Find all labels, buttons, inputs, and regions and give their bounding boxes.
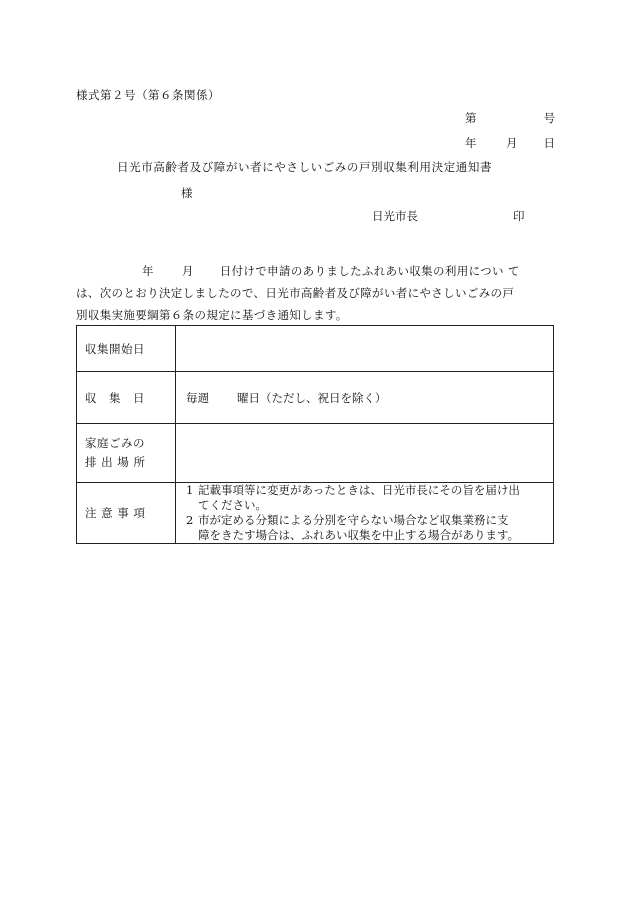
body-line-1: [76, 260, 556, 282]
start-date-value: [176, 326, 554, 372]
table-row: [77, 326, 554, 372]
note-line: 記載事項等に変更があったときは、日光市長にその旨を届け出: [198, 483, 520, 497]
document-number-suffix: 号: [543, 111, 555, 125]
body-line-2: は、次のとおり決定しましたので、日光市高齢者及び障がい者にやさしいごみの戸: [76, 286, 515, 300]
location-label-line-2: 排 出 場 所: [85, 455, 146, 469]
issue-date-day: 日: [543, 136, 555, 150]
collection-details-table: [76, 325, 554, 544]
location-label-line-1: 家庭ごみの: [85, 436, 145, 450]
table-row: [77, 483, 554, 544]
note-number: 2: [186, 513, 194, 527]
form-number: 様式第２号（第６条関係）: [76, 88, 220, 102]
location-value: [176, 424, 554, 483]
issue-date-month: 月: [506, 136, 518, 150]
note-item: [186, 513, 553, 543]
issue-date-year: 年: [465, 136, 477, 150]
start-date-label: 収集開始日: [77, 326, 176, 372]
document-number-prefix: 第: [465, 111, 477, 125]
addressee-suffix: 様: [181, 186, 193, 200]
issuer-name: 日光市長: [372, 209, 418, 223]
note-line: 市が定める分類による分別を守らない場合など収集業務に支: [198, 513, 509, 527]
collection-day-value: [176, 372, 554, 424]
note-item: [186, 483, 553, 513]
body-month: 月: [181, 264, 194, 278]
note-line: 障をきたす場合は、ふれあい収集を中止する場合があります。: [198, 528, 520, 542]
note-number: 1: [186, 483, 194, 497]
seal-mark: 印: [513, 209, 525, 223]
body-line-3: 別収集実施要綱第６条の規定に基づき通知します。: [76, 308, 348, 322]
table-row: [77, 424, 554, 483]
notes-label: 注 意 事 項: [77, 483, 176, 544]
notice-body: [76, 260, 556, 326]
collection-day-prefix: 毎週: [186, 390, 209, 405]
notes-list: [176, 483, 554, 544]
note-line: てください。: [198, 498, 267, 512]
table-row: [77, 372, 554, 424]
document-title: 日光市高齢者及び障がい者にやさしいごみの戸別収集利用決定通知書: [117, 160, 493, 174]
body-year: 年: [142, 264, 154, 278]
collection-day-label: 収 集 日: [77, 372, 176, 424]
collection-day-suffix: 曜日（ただし、祝日を除く）: [237, 390, 387, 405]
body-line-1-text: 日付けで申請のありましたふれあい収集の利用につい て: [219, 264, 520, 278]
location-label: [77, 424, 176, 483]
